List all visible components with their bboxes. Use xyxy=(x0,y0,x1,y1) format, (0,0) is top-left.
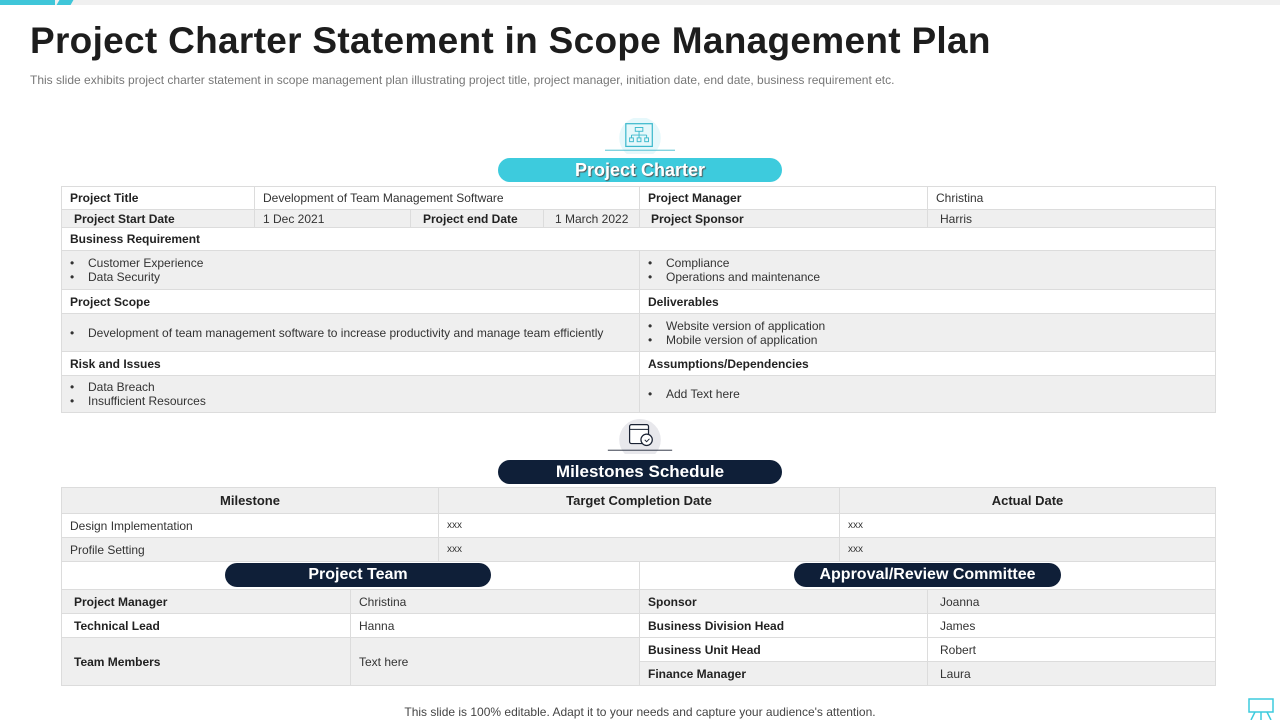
column-header: Milestone xyxy=(61,487,439,514)
top-accent xyxy=(57,0,74,5)
flowchart-icon xyxy=(605,120,675,154)
team-member: Text here xyxy=(350,637,640,686)
top-bar xyxy=(0,0,1280,5)
milestones-heading: Milestones Schedule xyxy=(498,460,782,484)
target-date: xxx xyxy=(438,513,840,538)
bullet-item: • Insufficient Resources xyxy=(70,394,206,408)
committee-member: Robert xyxy=(927,637,1216,662)
bullet-item: • Data Security xyxy=(70,270,203,284)
page-title: Project Charter Statement in Scope Management Plan xyxy=(30,20,991,61)
top-accent xyxy=(0,0,55,5)
project-charter-heading: Project Charter xyxy=(498,158,782,182)
risk-label: Risk and Issues xyxy=(61,351,640,376)
column-header: Target Completion Date xyxy=(438,487,840,514)
committee-member: Joanna xyxy=(927,589,1216,614)
column-header: Actual Date xyxy=(839,487,1216,514)
committee-role: Finance Manager xyxy=(639,661,928,686)
actual-date: xxx xyxy=(839,513,1216,538)
project-manager-label: Project Manager xyxy=(639,186,928,210)
assumptions-label: Assumptions/Dependencies xyxy=(639,351,1216,376)
project-title-value: Development of Team Management Software xyxy=(254,186,640,210)
committee-role: Business Division Head xyxy=(639,613,928,638)
assumptions-list xyxy=(639,375,1216,413)
business-requirement-label: Business Requirement xyxy=(61,227,1216,251)
bullet-item: • Operations and maintenance xyxy=(648,270,820,284)
project-title-label: Project Title xyxy=(61,186,255,210)
deliverables-label: Deliverables xyxy=(639,289,1216,314)
bullet-item: • Mobile version of application xyxy=(648,333,825,347)
bullet-item: • Compliance xyxy=(648,256,820,270)
committee-member: Laura xyxy=(927,661,1216,686)
committee-heading: Approval/Review Committee xyxy=(794,563,1061,587)
deliverables-list xyxy=(639,313,1216,352)
milestone-name: Profile Setting xyxy=(61,537,439,562)
presentation-board-icon xyxy=(1246,696,1276,725)
project-team-heading: Project Team xyxy=(225,563,491,587)
page-subtitle: This slide exhibits project charter statement in scope management plan illustrating project title, project manager, initiation date, end date, business requirement etc. xyxy=(30,73,895,87)
committee-member: James xyxy=(927,613,1216,638)
start-date-label: Project Start Date xyxy=(61,209,255,228)
team-role: Project Manager xyxy=(61,589,351,614)
milestone-name: Design Implementation xyxy=(61,513,439,538)
bullet-item: • Website version of application xyxy=(648,319,825,333)
team-member: Christina xyxy=(350,589,640,614)
actual-date: xxx xyxy=(839,537,1216,562)
team-role: Technical Lead xyxy=(61,613,351,638)
project-manager-value: Christina xyxy=(927,186,1216,210)
project-scope-list xyxy=(61,313,640,352)
committee-role: Sponsor xyxy=(639,589,928,614)
sponsor-value: Harris xyxy=(927,209,1216,228)
footer-note: This slide is 100% editable. Adapt it to your needs and capture your audience's attention. xyxy=(404,705,876,719)
risk-list xyxy=(61,375,640,413)
bullet-item: • Data Breach xyxy=(70,380,206,394)
end-date-value: 1 March 2022 xyxy=(543,209,640,228)
bullet-item: • Development of team management software to increase productivity and manage team efficiently xyxy=(70,326,603,340)
committee-role: Business Unit Head xyxy=(639,637,928,662)
bullet-item: • Customer Experience xyxy=(70,256,203,270)
business-requirement-left xyxy=(61,250,640,290)
project-scope-label: Project Scope xyxy=(61,289,640,314)
target-date: xxx xyxy=(438,537,840,562)
team-member: Hanna xyxy=(350,613,640,638)
team-role: Team Members xyxy=(61,637,351,686)
end-date-label: Project end Date xyxy=(410,209,544,228)
sponsor-label: Project Sponsor xyxy=(639,209,928,228)
calendar-clock-icon xyxy=(605,420,675,454)
business-requirement-right xyxy=(639,250,1216,290)
start-date-value: 1 Dec 2021 xyxy=(254,209,411,228)
bullet-item: • Add Text here xyxy=(648,387,740,401)
